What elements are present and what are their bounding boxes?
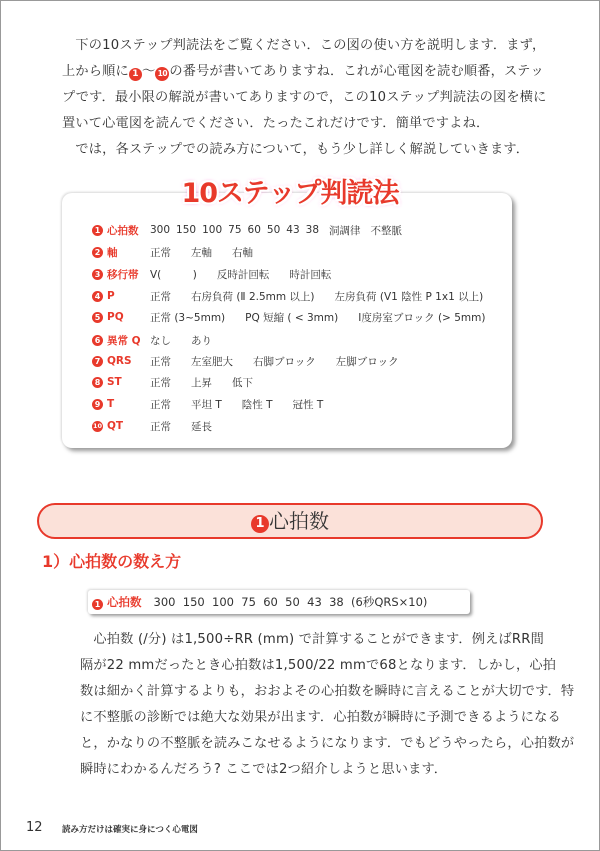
heart-rate-label: [92, 595, 142, 609]
step-number-badge: 10: [92, 421, 103, 430]
step-label: [92, 355, 150, 367]
step-label-text: P: [107, 290, 115, 302]
step-label: [92, 333, 150, 348]
step-value: 右脚ブロック: [253, 355, 316, 368]
step-number-badge: 10: [155, 67, 169, 81]
step-label-text: T: [107, 398, 115, 410]
step-row: [92, 243, 273, 261]
page-number: 12: [26, 820, 43, 835]
step-label-text: 軸: [107, 246, 118, 259]
step-number-badge: 6: [92, 335, 103, 346]
step-value: 正常 (3~5mm): [150, 311, 226, 324]
step-number-badge: 9: [92, 399, 103, 410]
step-label: [92, 376, 150, 388]
step-label: [92, 420, 150, 432]
body-line: 心拍数 (/分) は1,500÷RR (mm) で計算することができます．例えばRR間: [80, 632, 544, 647]
step-value: 洞調律: [329, 224, 361, 237]
step-value: 冠性 T: [292, 398, 324, 411]
heart-rate-box: [88, 590, 470, 614]
body-line: 数は細かく計算するよりも，おおよその心拍数を瞬時に言えることが大切です．特: [80, 684, 575, 699]
step-value: 延長: [191, 420, 212, 433]
step-value: 左脚ブロック: [335, 355, 399, 368]
intro-line: 上から順に: [62, 64, 129, 79]
step-value: 正常: [150, 398, 171, 411]
step-value: 平坦 T: [191, 398, 222, 411]
step-value: 上昇: [191, 376, 212, 389]
body-line: 隔が22 mmだったとき心拍数は1,500/22 mmで68となります．しかし，心拍: [80, 658, 557, 673]
step-value: V( ): [150, 268, 197, 281]
section-number-badge: 1: [251, 515, 269, 533]
step-value: 低下: [232, 376, 253, 389]
step-value: 43: [286, 224, 300, 236]
step-value: 正常: [150, 355, 171, 368]
step-value: 左室肥大: [191, 355, 233, 368]
intro-line: の番号が書いてありますね．これが心電図を読む順番，ステッ: [169, 64, 544, 79]
step-label: [92, 290, 150, 302]
step-value: 右房負荷 (Ⅱ 2.5mm 以上): [191, 290, 315, 303]
step-value: 左軸: [191, 246, 212, 259]
step-value: 左房負荷 (V1 陰性 P 1x1 以上): [334, 290, 484, 303]
step-value: 75: [228, 224, 242, 236]
step-number-badge: 1: [92, 599, 103, 610]
step-row: [92, 352, 419, 370]
step-value: 300: [150, 224, 171, 236]
tilde: 〜: [141, 64, 156, 79]
heart-rate-label-text: 心拍数: [107, 595, 142, 609]
intro-paragraph: [62, 33, 547, 163]
body-line: と，かなりの不整脈を読みこなせるようになります．でもどうやったら，心拍数が: [80, 736, 575, 751]
step-number-badge: 7: [92, 356, 103, 367]
step-value: 右軸: [232, 246, 253, 259]
step-value: 陰性 T: [241, 398, 273, 411]
step-row: [92, 221, 412, 239]
step-value: 正常: [150, 246, 171, 259]
step-label-text: 心拍数: [107, 224, 139, 237]
step-label: [92, 398, 150, 410]
step-number-badge: 3: [92, 269, 103, 280]
step-row: [92, 265, 351, 283]
section-banner: [37, 503, 543, 539]
step-label: [92, 223, 150, 238]
step-value: 正常: [150, 420, 171, 433]
step-value: 60: [247, 224, 261, 236]
step-row: [92, 373, 273, 391]
step-label-text: 異常 Q: [107, 334, 141, 347]
step-value: なし: [150, 334, 171, 347]
step-label: [92, 311, 150, 323]
step-value: PQ 短縮 ( < 3mm): [245, 311, 339, 324]
intro-line: では，各ステップでの読み方について，もう少し詳しく解説していきます．: [62, 142, 530, 157]
subheading: 1）心拍数の数え方: [42, 552, 182, 571]
step-label: [92, 245, 150, 260]
step-label-text: 移行帯: [107, 268, 139, 281]
step-value: 正常: [150, 290, 171, 303]
intro-line: 置いて心電図を読んでください．たったこれだけです．簡単ですよね．: [62, 116, 490, 131]
step-value: 150: [176, 224, 197, 236]
step-number-badge: 5: [92, 312, 103, 323]
intro-line: 下の10ステップ判読法をご覧ください．この図の使い方を説明します．まず，: [75, 38, 546, 53]
steps-box-title: 10ステップ判読法: [181, 178, 399, 209]
step-value: 100: [202, 224, 223, 236]
step-row: [92, 308, 505, 326]
step-number-badge: 1: [129, 68, 142, 81]
intro-line: プです．最小限の解説が書いてありますので，この10ステップ判読法の図を横に: [62, 90, 547, 105]
body-paragraph: [80, 627, 574, 783]
step-value: 正常: [150, 376, 171, 389]
heart-rate-values: 300 150 100 75 60 50 43 38 (6秒QRS×10): [153, 595, 428, 609]
step-value: 38: [305, 224, 320, 236]
step-row: [92, 395, 343, 413]
step-value: 不整脈: [370, 224, 403, 237]
section-title: 心拍数: [269, 509, 329, 533]
step-label-text: PQ: [107, 311, 124, 323]
step-number-badge: 4: [92, 291, 103, 302]
step-label-text: ST: [107, 376, 122, 388]
body-line: に不整脈の診断では絶大な効果が出ます．心拍数が瞬時に予測できるようになる: [80, 710, 561, 725]
step-value: 反時計回転: [216, 268, 270, 281]
step-label: [92, 267, 150, 282]
step-value: Ⅰ度房室ブロック (> 5mm): [358, 311, 486, 324]
step-value: 50: [266, 224, 281, 236]
running-title: 読み方だけは確実に身につく心電図: [62, 825, 198, 835]
step-value: あり: [191, 334, 212, 347]
step-number-badge: 2: [92, 247, 103, 258]
step-label-text: QT: [107, 420, 124, 432]
step-label-text: QRS: [107, 355, 132, 367]
step-number-badge: 1: [92, 225, 103, 236]
step-row: [92, 417, 232, 435]
step-number-badge: 8: [92, 377, 103, 388]
ten-step-box: [62, 193, 512, 448]
step-row: [92, 287, 503, 305]
step-row: [92, 331, 232, 349]
body-line: 瞬時にわかるんだろう? ここでは2つ紹介しようと思います．: [80, 762, 448, 777]
step-value: 時計回転: [289, 268, 332, 281]
